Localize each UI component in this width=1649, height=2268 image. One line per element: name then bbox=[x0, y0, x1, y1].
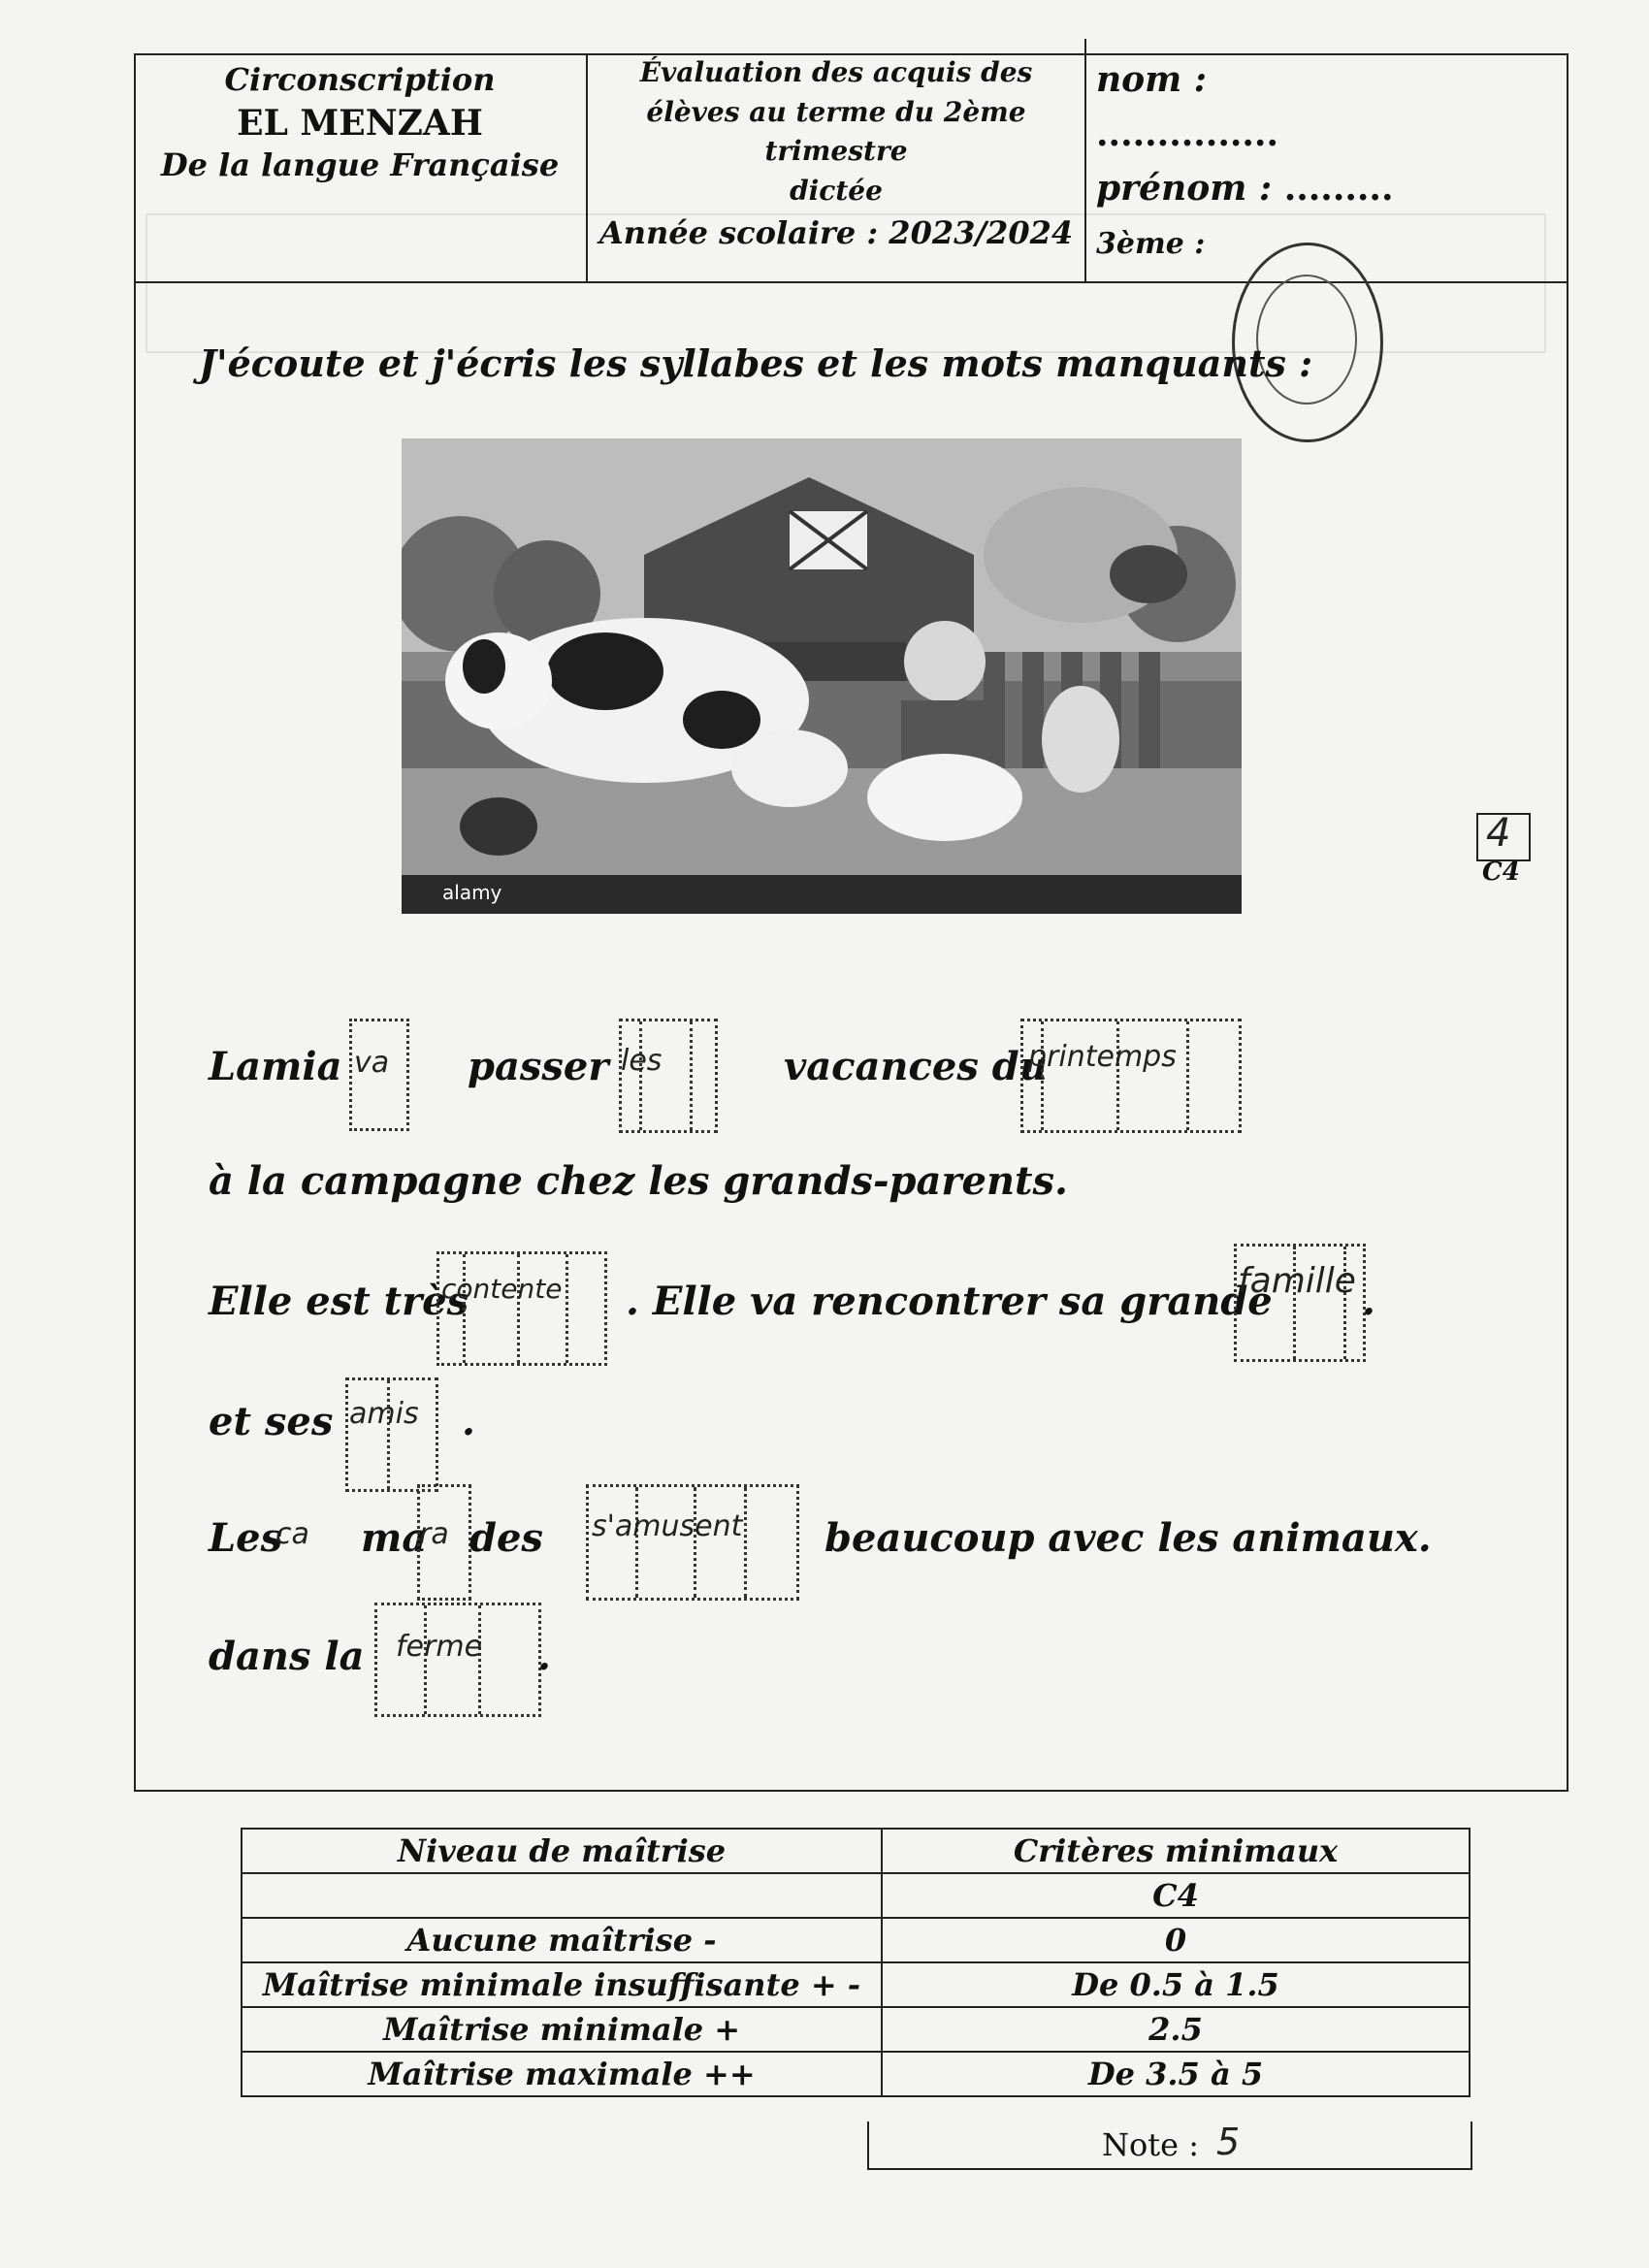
nom-value: ............... bbox=[1096, 113, 1278, 154]
header-left-cell bbox=[136, 60, 584, 186]
criteria-row-level: Aucune maîtrise - bbox=[242, 1918, 882, 1962]
school-year: Année scolaire : 2023/2024 bbox=[598, 214, 1074, 252]
line4-part1: et ses bbox=[209, 1399, 334, 1444]
farm-illustration bbox=[402, 438, 1242, 914]
circonscription-name: EL MENZAH bbox=[237, 102, 483, 144]
criteria-row-value: De 0.5 à 1.5 bbox=[882, 1962, 1470, 2007]
evaluation-type: dictée bbox=[790, 174, 883, 207]
class-label: 3ème : bbox=[1096, 227, 1206, 262]
line1-part2: passer bbox=[468, 1044, 609, 1089]
line6-part2: . bbox=[537, 1634, 551, 1679]
criteria-header-level: Niveau de maîtrise bbox=[242, 1829, 882, 1873]
note-value: 5 bbox=[1216, 2121, 1241, 2163]
criteria-row-level: Maîtrise minimale + bbox=[242, 2007, 882, 2052]
criteria-header-minimum: Critères minimaux bbox=[882, 1829, 1470, 1873]
line2-text: à la campagne chez les grands-parents. bbox=[209, 1158, 1068, 1204]
criteria-row-value: De 3.5 à 5 bbox=[882, 2052, 1470, 2096]
line5-part3: des bbox=[469, 1515, 543, 1561]
line1-part3: vacances du bbox=[784, 1044, 1048, 1089]
criteria-row-level: Maîtrise maximale ++ bbox=[242, 2052, 882, 2096]
criteria-table bbox=[241, 1828, 1471, 2097]
criteria-row-level: Maîtrise minimale insuffisante + - bbox=[242, 1962, 882, 2007]
header-col-divider-2 bbox=[1084, 39, 1086, 283]
criteria-row-value: 0 bbox=[882, 1918, 1470, 1962]
answer-ca: ca bbox=[275, 1517, 309, 1551]
header-col-divider-1 bbox=[586, 53, 588, 283]
line1-part1: Lamia bbox=[209, 1044, 342, 1089]
answer-amis: amis bbox=[349, 1397, 419, 1431]
header-middle-cell bbox=[590, 53, 1083, 256]
line3-part1: Elle est très bbox=[209, 1279, 469, 1324]
answer-box-printemps bbox=[1020, 1019, 1242, 1133]
answer-box-amis bbox=[345, 1377, 438, 1492]
line5-part4: beaucoup avec les animaux. bbox=[824, 1515, 1432, 1561]
evaluation-title-1: Évaluation des acquis des bbox=[639, 56, 1033, 88]
line6-part1: dans la bbox=[209, 1634, 365, 1679]
answer-samusent: s'amusent bbox=[592, 1509, 743, 1543]
circonscription-label: Circonscription bbox=[224, 61, 496, 98]
criteria-subheader: C4 bbox=[882, 1873, 1470, 1918]
prenom-label: prénom : bbox=[1096, 167, 1273, 209]
subject-label: De la langue Française bbox=[160, 146, 560, 184]
prenom-value: ......... bbox=[1283, 167, 1394, 209]
answer-contente: contente bbox=[441, 1273, 563, 1305]
farm-scene-graphic bbox=[402, 438, 1242, 914]
answer-les: les bbox=[621, 1044, 663, 1078]
answer-va: va bbox=[354, 1046, 390, 1080]
answer-ferme: ferme bbox=[396, 1630, 483, 1664]
answer-famille: famille bbox=[1238, 1261, 1356, 1301]
line3-part2: . Elle va rencontrer sa grande bbox=[626, 1279, 1273, 1324]
line5-part1: Les bbox=[209, 1515, 283, 1561]
instruction-text: J'écoute et j'écris les syllabes et les mots manquants : bbox=[199, 341, 1313, 385]
line5-part2: ma bbox=[361, 1515, 428, 1561]
answer-box-contente bbox=[436, 1251, 607, 1366]
criteria-row-value: 2.5 bbox=[882, 2007, 1470, 2052]
header-right-cell bbox=[1096, 53, 1562, 270]
criteria-subheader-empty bbox=[242, 1873, 882, 1918]
evaluation-title-2: élèves au terme du 2ème trimestre bbox=[646, 95, 1026, 168]
image-watermark: alamy bbox=[442, 881, 502, 904]
note-label: Note : bbox=[1102, 2126, 1200, 2163]
score-criterion: C4 bbox=[1482, 858, 1520, 887]
line3-part3: . bbox=[1362, 1279, 1375, 1324]
line4-part2: . bbox=[462, 1399, 475, 1444]
nom-label: nom : bbox=[1096, 59, 1208, 100]
answer-printemps: printemps bbox=[1028, 1040, 1177, 1074]
answer-ra: ra bbox=[419, 1517, 449, 1551]
score-value: 4 bbox=[1486, 811, 1511, 856]
